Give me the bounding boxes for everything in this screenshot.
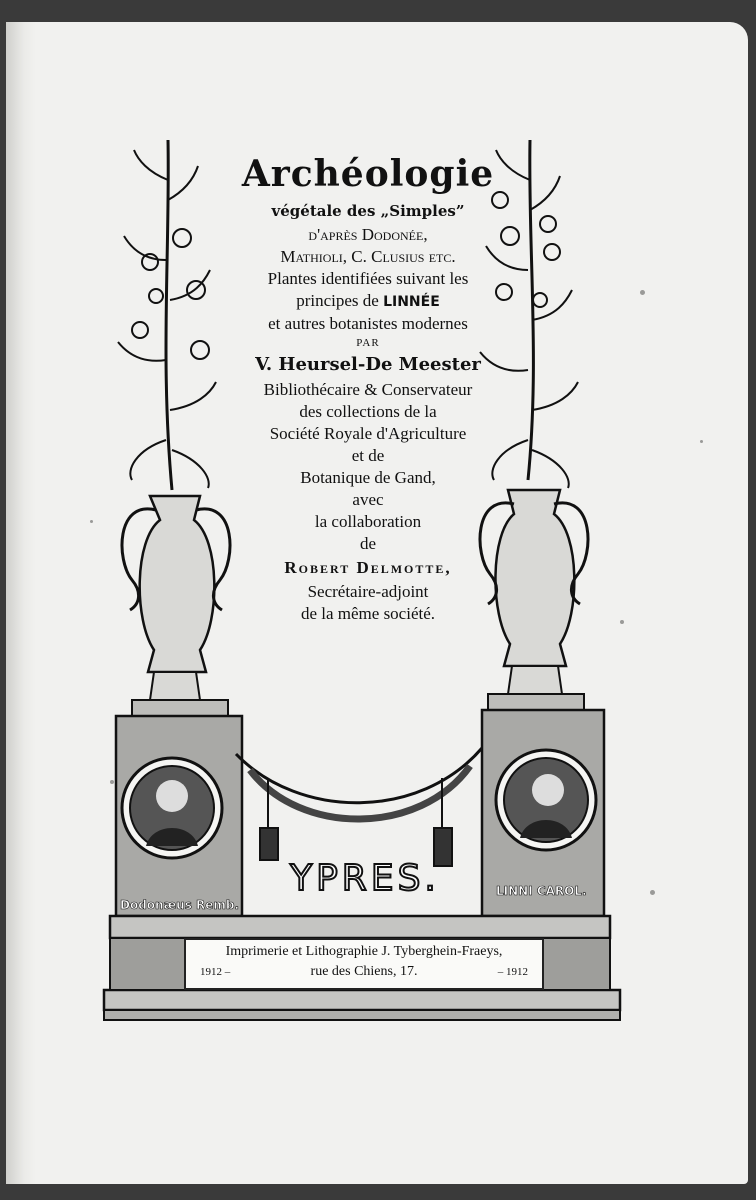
par-label: PAR bbox=[356, 337, 380, 349]
collaborator-line: Secrétaire-adjoint bbox=[307, 582, 429, 601]
author-line: avec bbox=[352, 490, 384, 509]
right-portrait-caption: LINNI CAROL. bbox=[496, 884, 587, 898]
title-line: Plantes identifiées suivant les bbox=[267, 269, 469, 288]
subtitle: végétale des „Simples” bbox=[271, 202, 465, 220]
printer-plaque bbox=[184, 938, 544, 990]
title-block bbox=[200, 150, 536, 625]
title-line: Mathioli, C. Clusius etc. bbox=[280, 247, 456, 266]
collaborator-name: Robert Delmotte, bbox=[284, 558, 452, 577]
title-line: d'après Dodonée, bbox=[308, 225, 428, 244]
author-line: des collections de la bbox=[299, 402, 437, 421]
author-line: Botanique de Gand, bbox=[300, 468, 436, 487]
author-line: et de bbox=[351, 446, 385, 465]
main-title: Archéologie bbox=[241, 153, 495, 195]
title-line: principes de bbox=[296, 291, 379, 310]
linnee-name: LINNÉE bbox=[383, 294, 440, 310]
author-line: Société Royale d'Agriculture bbox=[269, 424, 467, 443]
left-portrait-caption: Dodonæus Remb. bbox=[120, 898, 240, 912]
city-name: YPRES. bbox=[290, 858, 440, 899]
collaborator-line: de la même société. bbox=[300, 604, 436, 623]
title-line-linnee bbox=[200, 290, 536, 313]
author-line: la collaboration bbox=[314, 512, 422, 531]
author-name: V. Heursel-De Meester bbox=[255, 354, 481, 375]
title-line: et autres botanistes modernes bbox=[268, 314, 468, 333]
author-line: de bbox=[359, 534, 377, 553]
year-left: 1912 – bbox=[200, 966, 231, 978]
printer-line-2: rue des Chiens, 17. bbox=[310, 964, 418, 979]
author-line: Bibliothécaire & Conservateur bbox=[263, 380, 473, 399]
printer-line-1: Imprimerie et Lithographie J. Tyberghein-Fraeys, bbox=[225, 944, 503, 959]
year-right: – 1912 bbox=[497, 966, 528, 978]
